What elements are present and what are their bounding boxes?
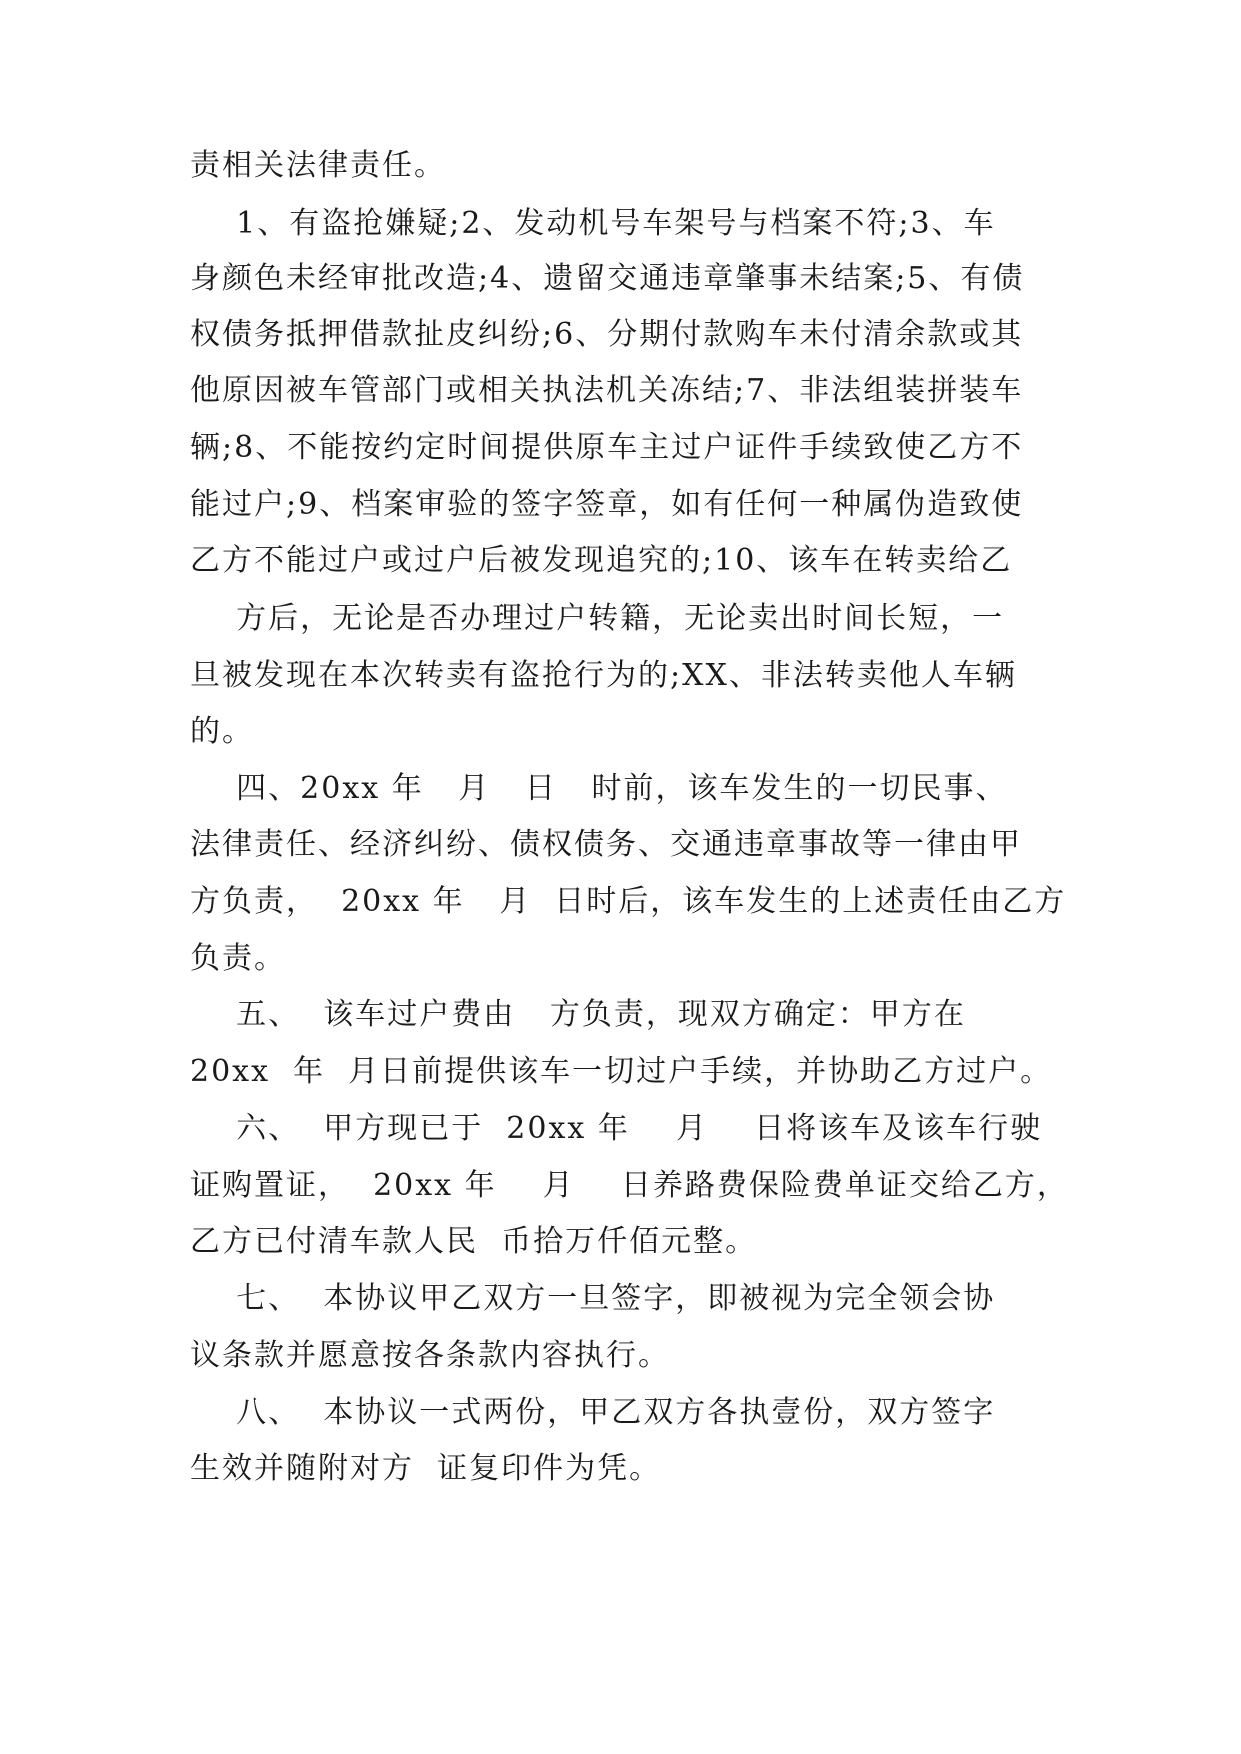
- text-line: 责相关法律责任。: [190, 148, 446, 183]
- text-line: 八、 本协议一式两份，甲乙双方各执壹份，双方签字: [190, 1395, 996, 1430]
- text-line: 七、 本协议甲乙双方一旦签字，即被视为完全领会协: [190, 1281, 996, 1316]
- text-line: 乙方已付清车款人民 币拾万仟佰元整。: [190, 1224, 758, 1259]
- text-line: 方负责， 20xx 年 月 日时后，该车发生的上述责任由乙方: [190, 884, 1067, 919]
- text-line: 旦被发现在本次转卖有盗抢行为的;XX、非法转卖他人车辆: [190, 658, 1017, 693]
- text-line: 乙方不能过户或过户后被发现追究的;10、该车在转卖给乙: [190, 543, 1013, 578]
- text-line: 能过户;9、档案审验的签字签章，如有任何一种属伪造致使: [190, 487, 1024, 522]
- text-line: 的。: [190, 714, 254, 749]
- text-line: 生效并随附对方 证复印件为凭。: [190, 1451, 662, 1486]
- text-line: 辆;8、不能按约定时间提供原车主过户证件手续致使乙方不: [190, 430, 1024, 465]
- text-line: 1、有盗抢嫌疑;2、发动机号车架号与档案不符;3、车: [190, 206, 996, 241]
- text-line: 四、20xx 年 月 日 时前，该车发生的一切民事、: [190, 771, 1008, 806]
- text-line: 方后，无论是否办理过户转籍，无论卖出时间长短，一: [190, 601, 1005, 636]
- text-line: 六、 甲方现已于 20xx 年 月 日将该车及该车行驶: [190, 1111, 1043, 1146]
- text-line: 他原因被车管部门或相关执法机关冻结;7、非法组装拼装车: [190, 373, 1024, 408]
- text-line: 负责。: [190, 941, 286, 976]
- text-line: 议条款并愿意按各条款内容执行。: [190, 1338, 670, 1373]
- text-line: 权债务抵押借款扯皮纠纷;6、分期付款购车未付清余款或其: [190, 317, 1024, 352]
- text-line: 证购置证， 20xx 年 月 日养路费保险费单证交给乙方，: [190, 1168, 1069, 1203]
- text-line: 法律责任、经济纠纷、债权债务、交通违章事故等一律由甲: [190, 827, 1022, 862]
- text-line: 五、 该车过户费由 方负责，现双方确定：甲方在: [190, 997, 966, 1032]
- text-line: 20xx 年 月日前提供该车一切过户手续，并协助乙方过户。: [190, 1054, 1053, 1089]
- text-line: 身颜色未经审批改造;4、遗留交通违章肇事未结案;5、有债: [190, 261, 1025, 296]
